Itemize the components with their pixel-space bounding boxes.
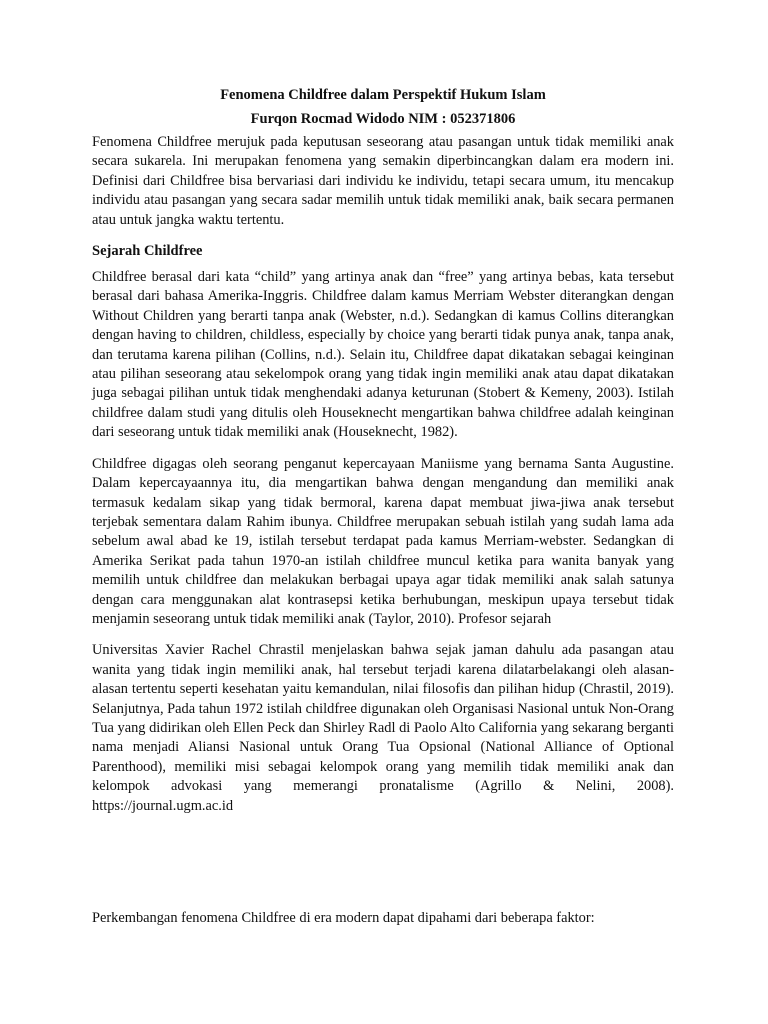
body-paragraph-2: Childfree digagas oleh seorang penganut kepercayaan Maniisme yang bernama Santa Augustine. Dalam kepercayaannya itu, dia mengartikan bahwa dengan mengandung dan memiliki anak termasuk kedalam sikap yang tidak bermoral, karena dapat membuat jiwa-jiwa anak tersebut terjebak sementara dalam Rahim ibunya. Childfree merupakan sebuah istilah yang sudah lama ada sebelum awal abad ke 19, istilah tersebut terdapat pada kamus Merriam-webster. Sedangkan di Amerika Serikat pada tahun 1970-an istilah childfree muncul ketika para wanita banyak yang memilih untuk childfree dan melakukan berbagai upaya agar tidak memiliki anak salah satunya dengan cara menggunakan alat kontrasepsi ketika berhubungan, meskipun upaya tersebut tidak menjamin seseorang untuk tidak memiliki anak (Taylor, 2010). Profesor sejarah xyxy=(92,455,674,627)
document-page xyxy=(92,86,674,828)
body-paragraph-1: Childfree berasal dari kata “child” yang artinya anak dan “free” yang artinya bebas, kata tersebut berasal dari bahasa Amerika-Inggris. Childfree dalam kamus Merriam Webster diterangkan dengan Without Children yang berarti tanpa anak (Webster, n.d.). Sedangkan di kamus Collins diterangkan dengan having to children, childless, especially by choice yang berarti tidak punya anak, tanpa anak, dan terutama karena pilihan (Collins, n.d.). Selain itu, Childfree dapat dikatakan sebagai keinginan atau pilihan seseorang atau sekelompok orang yang tidak ingin memiliki anak atau dapat dikatakan juga sebagai pilihan untuk tidak menghendaki adanya keturunan (Stobert & Kemeny, 2003). Istilah childfree dalam studi yang ditulis oleh Houseknecht mengartikan bahwa childfree adalah keinginan dari seseorang untuk tidak memiliki anak (Houseknecht, 1982). xyxy=(92,269,674,441)
author-line: Furqon Rocmad Widodo NIM : 052371806 xyxy=(250,111,516,127)
body-paragraph-3: Universitas Xavier Rachel Chrastil menjelaskan bahwa sejak jaman dahulu ada pasangan atau wanita yang tidak ingin memiliki anak, hal tersebut terjadi karena dilatarbelakangi oleh alasan-alasan tertentu seperti kesehatan yaitu kemandulan, nilai filosofis dan pilihan hidup (Chrastil, 2019). Selanjutnya, Pada tahun 1972 istilah childfree digunakan oleh Organisasi Nasional untuk Non-Orang Tua yang didirikan oleh Ellen Peck dan Shirley Radl di Paolo Alto California yang sekarang berganti nama menjadi Aliansi Nasional untuk Orang Tua Opsional (National Alliance of Optional Parenthood), memiliki misi sebagai kelompok orang yang memilih tidak memiliki anak dan kelompok advokasi yang memerangi pronatalisme (Agrillo & Nelini, 2008). https://journal.ugm.ac.id xyxy=(92,642,674,814)
section-heading: Sejarah Childfree xyxy=(92,243,203,260)
closing-line: Perkembangan fenomena Childfree di era modern dapat dipahami dari beberapa faktor: xyxy=(92,910,595,926)
document-title: Fenomena Childfree dalam Perspektif Hukum Islam xyxy=(220,87,546,103)
intro-paragraph: Fenomena Childfree merujuk pada keputusan seseorang atau pasangan untuk tidak memiliki anak secara sukarela. Ini merupakan fenomena yang semakin diperbincangkan dalam era modern ini. Definisi dari Childfree bisa bervariasi dari individu ke individu, tetapi secara umum, itu mencakup individu atau pasangan yang secara sadar memilih untuk tidak memiliki anak, baik secara permanen atau untuk jangka waktu tertentu. xyxy=(92,134,674,228)
